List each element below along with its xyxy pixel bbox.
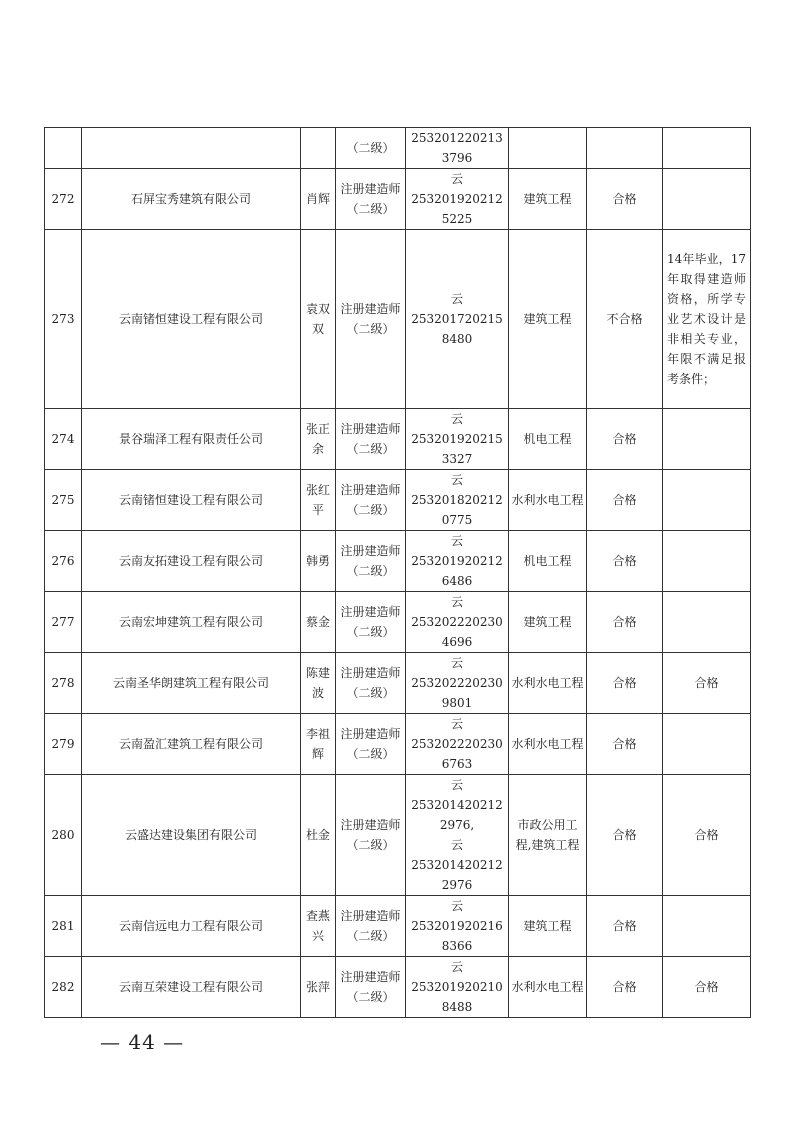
cell-major: 机电工程 xyxy=(509,409,587,470)
cell-major: 市政公用工程,建筑工程 xyxy=(509,775,587,896)
cell-company xyxy=(82,128,301,169)
qualification-line: 注册建造师 xyxy=(340,182,401,196)
cell-company: 云南锗恒建设工程有限公司 xyxy=(82,230,301,409)
certificate-prefix: 云 xyxy=(450,960,463,974)
cell-name: 查燕兴 xyxy=(301,896,336,957)
cell-major: 水利水电工程 xyxy=(509,470,587,531)
table-row xyxy=(45,169,751,230)
cell-qualification xyxy=(336,230,406,409)
cell-name: 张红平 xyxy=(301,470,336,531)
cell-company: 景谷瑞泽工程有限责任公司 xyxy=(82,409,301,470)
cell-name: 蔡金 xyxy=(301,592,336,653)
cell-remark xyxy=(663,128,751,169)
qualification-level: （二级） xyxy=(346,747,395,761)
table-row-continued xyxy=(45,128,751,169)
document-page xyxy=(44,127,750,1018)
certificate-number: 2532019202108488 xyxy=(411,980,503,1014)
cell-qualification: （二级） xyxy=(336,128,406,169)
cell-name xyxy=(301,128,336,169)
cell-major xyxy=(509,128,587,169)
certificate-number: 2532022202306763 xyxy=(411,737,503,771)
cell-result: 合格 xyxy=(587,957,663,1018)
certificate-number: 2532017202158480 xyxy=(411,312,503,346)
cell-no: 275 xyxy=(45,470,82,531)
certificate-number: 2532019202125225 xyxy=(411,192,503,226)
cell-no: 280 xyxy=(45,775,82,896)
certificate-number: 2532014202122976 xyxy=(411,858,503,892)
cell-result: 合格 xyxy=(587,470,663,531)
cell-qualification xyxy=(336,775,406,896)
qualification-line: 注册建造师 xyxy=(340,422,401,436)
cell-remark: 合格 xyxy=(663,653,751,714)
cell-certificate xyxy=(406,653,509,714)
cell-result: 合格 xyxy=(587,775,663,896)
certificate-prefix: 云 xyxy=(450,899,463,913)
qualification-level: （二级） xyxy=(346,625,395,639)
qualification-line: 注册建造师 xyxy=(340,544,401,558)
cell-qualification xyxy=(336,531,406,592)
table-row xyxy=(45,957,751,1018)
qualification-line: 注册建造师 xyxy=(340,666,401,680)
qualification-line: 注册建造师 xyxy=(340,970,401,984)
cell-qualification xyxy=(336,470,406,531)
certificate-prefix: 云 xyxy=(450,473,463,487)
cell-certificate xyxy=(406,957,509,1018)
certificate-number: 2532022202309801 xyxy=(411,676,503,710)
certificate-number: 2532019202126486 xyxy=(411,554,503,588)
qualification-line: 注册建造师 xyxy=(340,605,401,619)
cell-company: 云南圣华朗建筑工程有限公司 xyxy=(82,653,301,714)
cell-remark xyxy=(663,592,751,653)
cell-major: 建筑工程 xyxy=(509,592,587,653)
qualification-line: 注册建造师 xyxy=(340,483,401,497)
certificate-prefix: 云 xyxy=(450,534,463,548)
cell-remark xyxy=(663,896,751,957)
cell-name: 张正余 xyxy=(301,409,336,470)
cell-qualification xyxy=(336,409,406,470)
certificate-prefix: 云 xyxy=(450,292,463,306)
cell-name: 李祖辉 xyxy=(301,714,336,775)
cell-no: 279 xyxy=(45,714,82,775)
certificate-prefix: 云 xyxy=(450,412,463,426)
cell-certificate xyxy=(406,470,509,531)
certificate-prefix: 云 xyxy=(450,838,463,852)
qualification-level: （二级） xyxy=(346,686,395,700)
cell-result: 合格 xyxy=(587,409,663,470)
table-row xyxy=(45,592,751,653)
cell-major: 建筑工程 xyxy=(509,169,587,230)
cell-remark xyxy=(663,531,751,592)
table-row xyxy=(45,230,751,409)
certificate-number: 2532022202304696 xyxy=(411,615,503,649)
cell-certificate: 2532012202133796 xyxy=(406,128,509,169)
qualification-level: （二级） xyxy=(346,322,395,336)
cell-qualification xyxy=(336,592,406,653)
certificate-prefix: 云 xyxy=(450,717,463,731)
cell-qualification xyxy=(336,714,406,775)
page-number: — 44 — xyxy=(100,1030,185,1054)
cell-no: 276 xyxy=(45,531,82,592)
cell-no: 273 xyxy=(45,230,82,409)
cell-qualification xyxy=(336,896,406,957)
cell-name: 陈建波 xyxy=(301,653,336,714)
certificate-number: 2532014202122976, xyxy=(411,798,503,832)
cell-no: 272 xyxy=(45,169,82,230)
cell-no: 282 xyxy=(45,957,82,1018)
cell-remark xyxy=(663,169,751,230)
cell-no: 278 xyxy=(45,653,82,714)
cell-company: 云南宏坤建筑工程有限公司 xyxy=(82,592,301,653)
certificate-prefix: 云 xyxy=(450,656,463,670)
qualification-level: （二级） xyxy=(346,929,395,943)
cell-qualification xyxy=(336,957,406,1018)
cell-remark: 合格 xyxy=(663,957,751,1018)
cell-result: 合格 xyxy=(587,653,663,714)
cell-major: 建筑工程 xyxy=(509,230,587,409)
certificate-prefix: 云 xyxy=(450,778,463,792)
qualification-table xyxy=(44,127,751,1018)
cell-remark: 14年毕业，17年取得建造师资格，所学专业艺术设计是非相关专业，年限不满足报考条件； xyxy=(663,230,751,409)
cell-company: 云南互荣建设工程有限公司 xyxy=(82,957,301,1018)
cell-certificate xyxy=(406,169,509,230)
cell-remark xyxy=(663,409,751,470)
certificate-number: 2532019202153327 xyxy=(411,432,503,466)
cell-company: 云盛达建设集团有限公司 xyxy=(82,775,301,896)
cell-name: 杜金 xyxy=(301,775,336,896)
cell-major: 水利水电工程 xyxy=(509,714,587,775)
cell-certificate xyxy=(406,714,509,775)
certificate-number: 2532018202120775 xyxy=(411,493,503,527)
certificate-number: 2532019202168366 xyxy=(411,919,503,953)
qualification-line: 注册建造师 xyxy=(340,302,401,316)
cell-company: 石屏宝秀建筑有限公司 xyxy=(82,169,301,230)
cell-certificate xyxy=(406,531,509,592)
qualification-level: （二级） xyxy=(346,503,395,517)
cell-result xyxy=(587,128,663,169)
cell-company: 云南信远电力工程有限公司 xyxy=(82,896,301,957)
cell-qualification xyxy=(336,653,406,714)
cell-major: 水利水电工程 xyxy=(509,957,587,1018)
cell-major: 建筑工程 xyxy=(509,896,587,957)
cell-name: 张萍 xyxy=(301,957,336,1018)
cell-result: 合格 xyxy=(587,896,663,957)
table-row xyxy=(45,531,751,592)
certificate-prefix: 云 xyxy=(450,172,463,186)
cell-major: 机电工程 xyxy=(509,531,587,592)
cell-result: 合格 xyxy=(587,169,663,230)
qualification-line: 注册建造师 xyxy=(340,727,401,741)
cell-no: 277 xyxy=(45,592,82,653)
table-row xyxy=(45,653,751,714)
cell-remark xyxy=(663,470,751,531)
table-row xyxy=(45,714,751,775)
table-row xyxy=(45,896,751,957)
qualification-level: （二级） xyxy=(346,202,395,216)
cell-major: 水利水电工程 xyxy=(509,653,587,714)
qualification-line: 注册建造师 xyxy=(340,818,401,832)
cell-certificate xyxy=(406,592,509,653)
cell-name: 韩勇 xyxy=(301,531,336,592)
cell-name: 肖辉 xyxy=(301,169,336,230)
cell-result: 合格 xyxy=(587,592,663,653)
qualification-level: （二级） xyxy=(346,838,395,852)
cell-result: 合格 xyxy=(587,531,663,592)
table-row xyxy=(45,409,751,470)
table-row xyxy=(45,470,751,531)
cell-qualification xyxy=(336,169,406,230)
table-row xyxy=(45,775,751,896)
cell-no xyxy=(45,128,82,169)
cell-name: 袁双双 xyxy=(301,230,336,409)
cell-remark xyxy=(663,714,751,775)
qualification-level: （二级） xyxy=(346,442,395,456)
cell-result: 合格 xyxy=(587,714,663,775)
cell-result: 不合格 xyxy=(587,230,663,409)
cell-certificate xyxy=(406,230,509,409)
cell-remark: 合格 xyxy=(663,775,751,896)
qualification-level: （二级） xyxy=(346,564,395,578)
cell-company: 云南锗恒建设工程有限公司 xyxy=(82,470,301,531)
cell-no: 274 xyxy=(45,409,82,470)
cell-no: 281 xyxy=(45,896,82,957)
cell-certificate xyxy=(406,896,509,957)
cell-certificate xyxy=(406,775,509,896)
certificate-prefix: 云 xyxy=(450,595,463,609)
qualification-line: 注册建造师 xyxy=(340,909,401,923)
cell-company: 云南友拓建设工程有限公司 xyxy=(82,531,301,592)
cell-certificate xyxy=(406,409,509,470)
qualification-level: （二级） xyxy=(346,990,395,1004)
cell-company: 云南盈汇建筑工程有限公司 xyxy=(82,714,301,775)
